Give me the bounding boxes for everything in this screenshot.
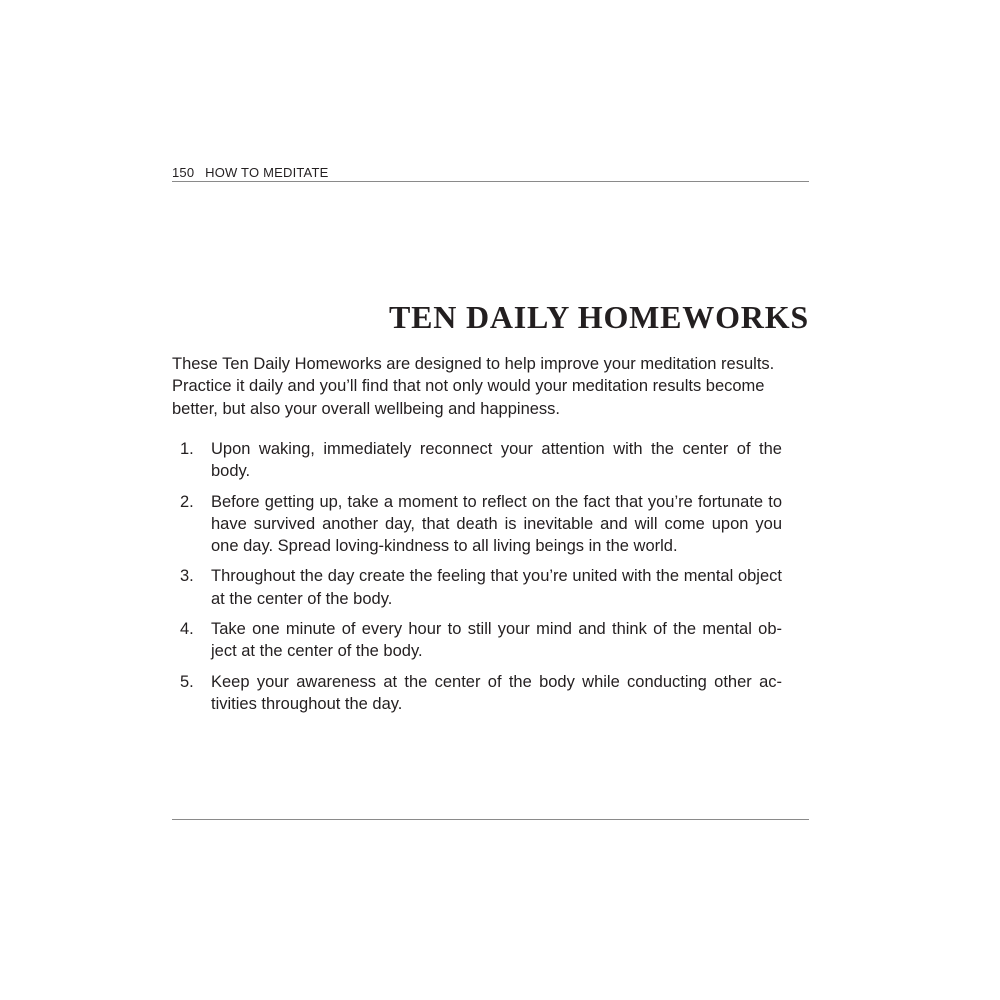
- homework-item-4: [172, 618, 782, 663]
- homework-text: Take one minute of every hour to still your mind and think of the mental ob-ject at the center of the body.: [211, 620, 782, 661]
- bottom-rule: [172, 819, 809, 820]
- intro-paragraph: These Ten Daily Homeworks are designed to help improve your meditation results. Practice it daily and you’ll find that not only would your meditation results become better, but also your overall wellbeing and happiness.: [172, 355, 775, 418]
- running-head-title: HOW TO MEDITATE: [205, 165, 329, 180]
- homework-number: 5.: [180, 672, 194, 691]
- homework-item-5: [172, 671, 782, 716]
- homework-text: Upon waking, immediately reconnect your attention with the center of the body.: [211, 440, 782, 481]
- homework-item-3: [172, 565, 782, 610]
- homework-text: Before getting up, take a moment to reflect on the fact that you’re fortunate to have survived another day, that death is inevitable and will come upon you one day. Spread loving-kindness to all living beings in the world.: [211, 492, 782, 556]
- homework-item-1: [172, 438, 782, 483]
- homework-text: Keep your awareness at the center of the body while conducting other ac-tivities throughout the day.: [211, 672, 782, 713]
- homework-number: 2.: [180, 492, 194, 511]
- homework-text: Throughout the day create the feeling that you’re united with the mental object at the center of the body.: [211, 567, 782, 608]
- chapter-title: TEN DAILY HOMEWORKS: [388, 299, 809, 335]
- homework-list: [172, 438, 782, 723]
- running-head: [172, 164, 809, 182]
- homework-number: 4.: [180, 620, 194, 639]
- homework-number: 1.: [180, 440, 194, 458]
- homework-item-2: [172, 491, 782, 558]
- homework-number: 3.: [180, 567, 194, 586]
- page-number: 150: [172, 165, 195, 180]
